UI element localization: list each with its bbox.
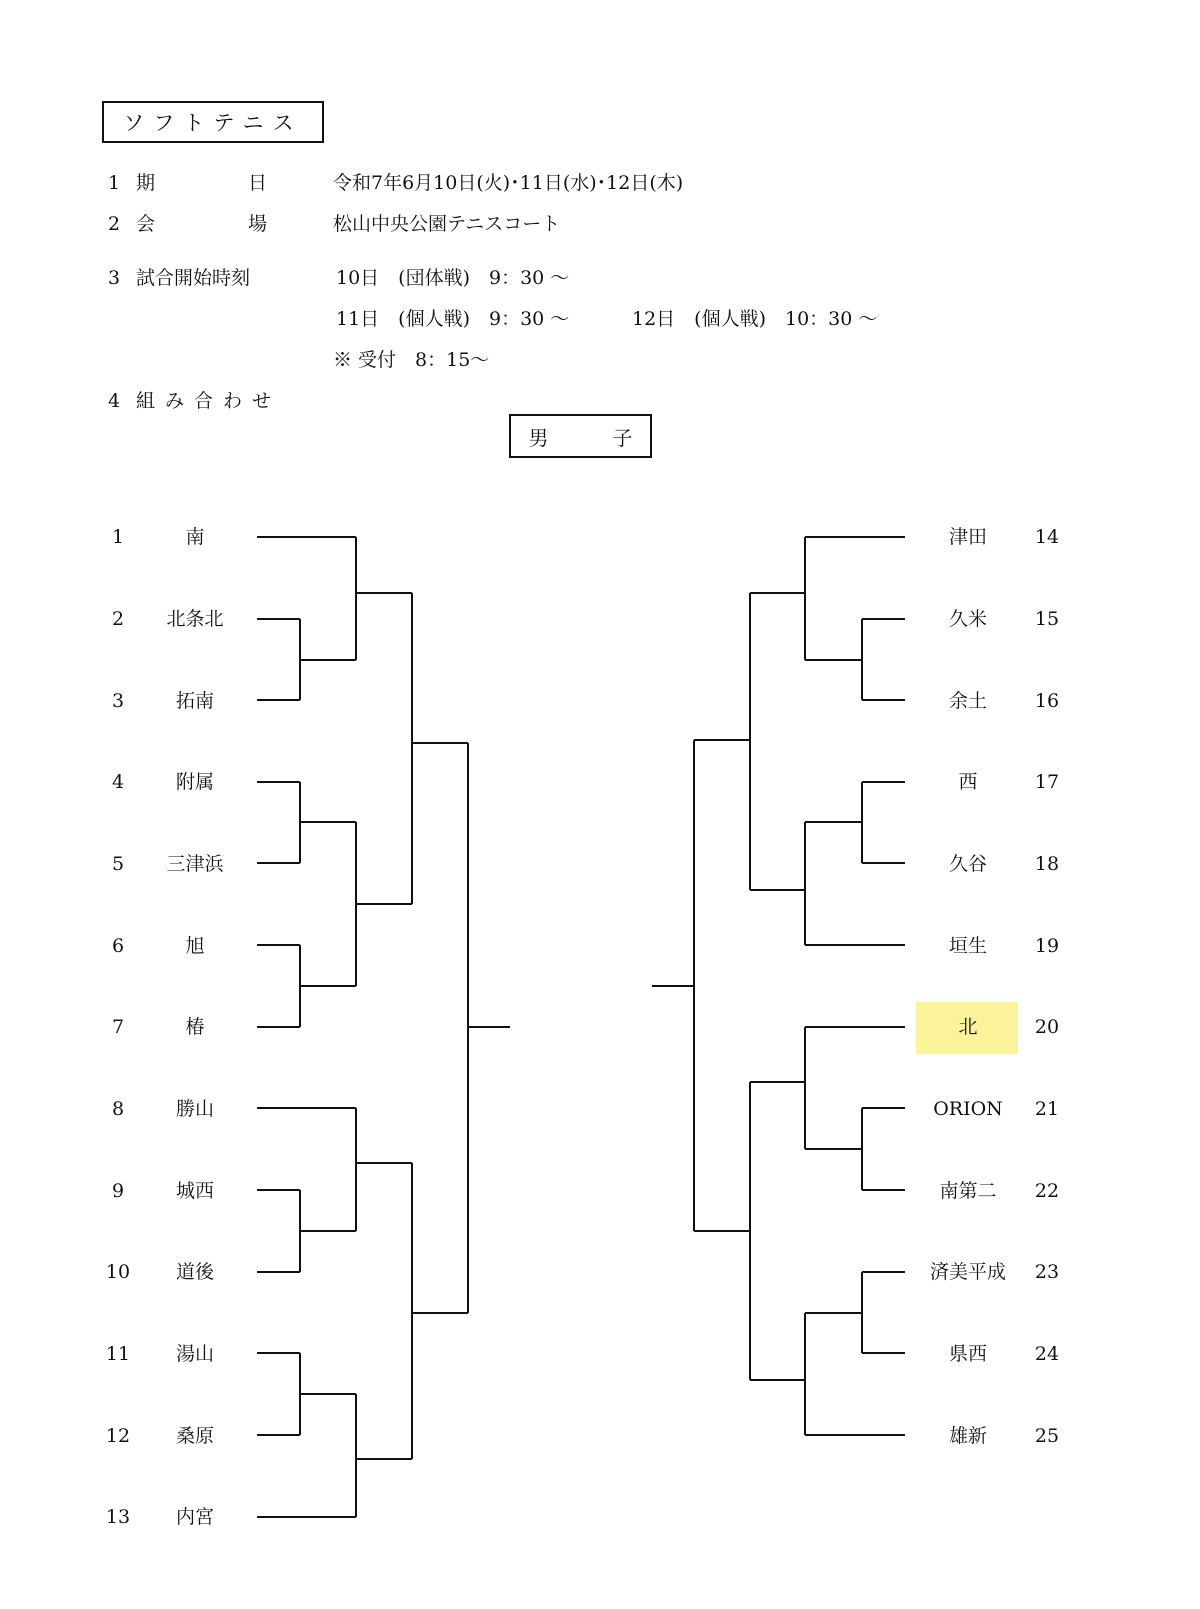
entry-number: 12 (105, 1425, 131, 1447)
team-name: 南第二 (939, 1180, 997, 1202)
entry-number: 16 (1034, 690, 1060, 712)
division-right: 子 (612, 425, 633, 450)
team-name: 城西 (175, 1180, 214, 1202)
team-name: 勝山 (175, 1098, 214, 1120)
date-value: 令和7年6月10日(火)･11日(水)･12日(木) (333, 172, 684, 194)
team-name: 西 (958, 771, 978, 793)
start-line-2a: 11日 (個人戦) 9：30 ～ (336, 308, 570, 330)
entry-number: 20 (1034, 1016, 1060, 1038)
venue-label-num: 2 (108, 213, 121, 235)
entry-number: 1 (111, 526, 125, 548)
entry-number: 10 (105, 1261, 131, 1283)
start-line-2b: 12日 (個人戦) 10：30 ～ (632, 308, 878, 330)
entry-number: 18 (1034, 853, 1060, 875)
division-left: 男 (528, 425, 549, 450)
entry-number: 11 (105, 1343, 131, 1365)
team-name: 湯山 (175, 1343, 214, 1365)
start-line-1: 10日 (団体戦) 9：30 ～ (336, 267, 570, 289)
entry-number: 5 (111, 853, 125, 875)
team-name: 三津浜 (166, 853, 224, 875)
team-name: 垣生 (948, 935, 987, 957)
team-name: 久谷 (948, 853, 987, 875)
entry-number: 2 (111, 608, 125, 630)
team-name: 附属 (175, 771, 214, 793)
entry-number: 22 (1034, 1180, 1060, 1202)
entry-number: 17 (1034, 771, 1060, 793)
entry-number: 15 (1034, 608, 1060, 630)
entry-number: 8 (111, 1098, 125, 1120)
venue-label-2: 場 (248, 213, 268, 235)
team-name: 余土 (948, 690, 987, 712)
entry-number: 3 (111, 690, 125, 712)
date-label: 期 (136, 172, 156, 194)
team-name: 県西 (948, 1343, 987, 1365)
date-label-num: 1 (108, 172, 121, 194)
team-name: 道後 (175, 1261, 214, 1283)
team-name: 久米 (948, 608, 987, 630)
draw-label-num: 4 (108, 390, 121, 412)
entry-number: 19 (1034, 935, 1060, 957)
team-name: 旭 (185, 935, 205, 957)
page-title: ソフトテニス (102, 101, 324, 143)
date-label-2: 日 (248, 172, 268, 194)
team-name: 北 (958, 1016, 978, 1038)
draw-label: 組み合わせ (136, 390, 282, 412)
reception-time: ※ 受付 8：15～ (333, 349, 490, 371)
start-label-num: 3 (108, 267, 121, 289)
team-name: 雄新 (948, 1425, 987, 1447)
team-name: 北条北 (166, 608, 224, 630)
team-name: 済美平成 (929, 1261, 1006, 1283)
entry-number: 13 (105, 1506, 131, 1528)
right-bracket-lines (652, 537, 905, 1435)
entry-number: 9 (111, 1180, 125, 1202)
team-name: 南 (185, 526, 205, 548)
venue-label: 会 (136, 213, 156, 235)
team-name: ORION (933, 1098, 1003, 1120)
entry-number: 24 (1034, 1343, 1060, 1365)
team-name: 椿 (185, 1016, 205, 1038)
team-name: 津田 (948, 526, 987, 548)
team-name: 内宮 (175, 1506, 214, 1528)
left-bracket-lines (257, 537, 510, 1517)
venue-value: 松山中央公園テニスコート (333, 213, 561, 235)
entry-number: 25 (1034, 1425, 1060, 1447)
entry-number: 14 (1034, 526, 1060, 548)
team-name: 拓南 (175, 690, 214, 712)
entry-number: 4 (111, 771, 125, 793)
start-label: 試合開始時刻 (136, 267, 251, 289)
entry-number: 23 (1034, 1261, 1060, 1283)
entry-number: 7 (111, 1016, 125, 1038)
entry-number: 6 (111, 935, 125, 957)
entry-number: 21 (1034, 1098, 1060, 1120)
team-name: 桑原 (175, 1425, 214, 1447)
